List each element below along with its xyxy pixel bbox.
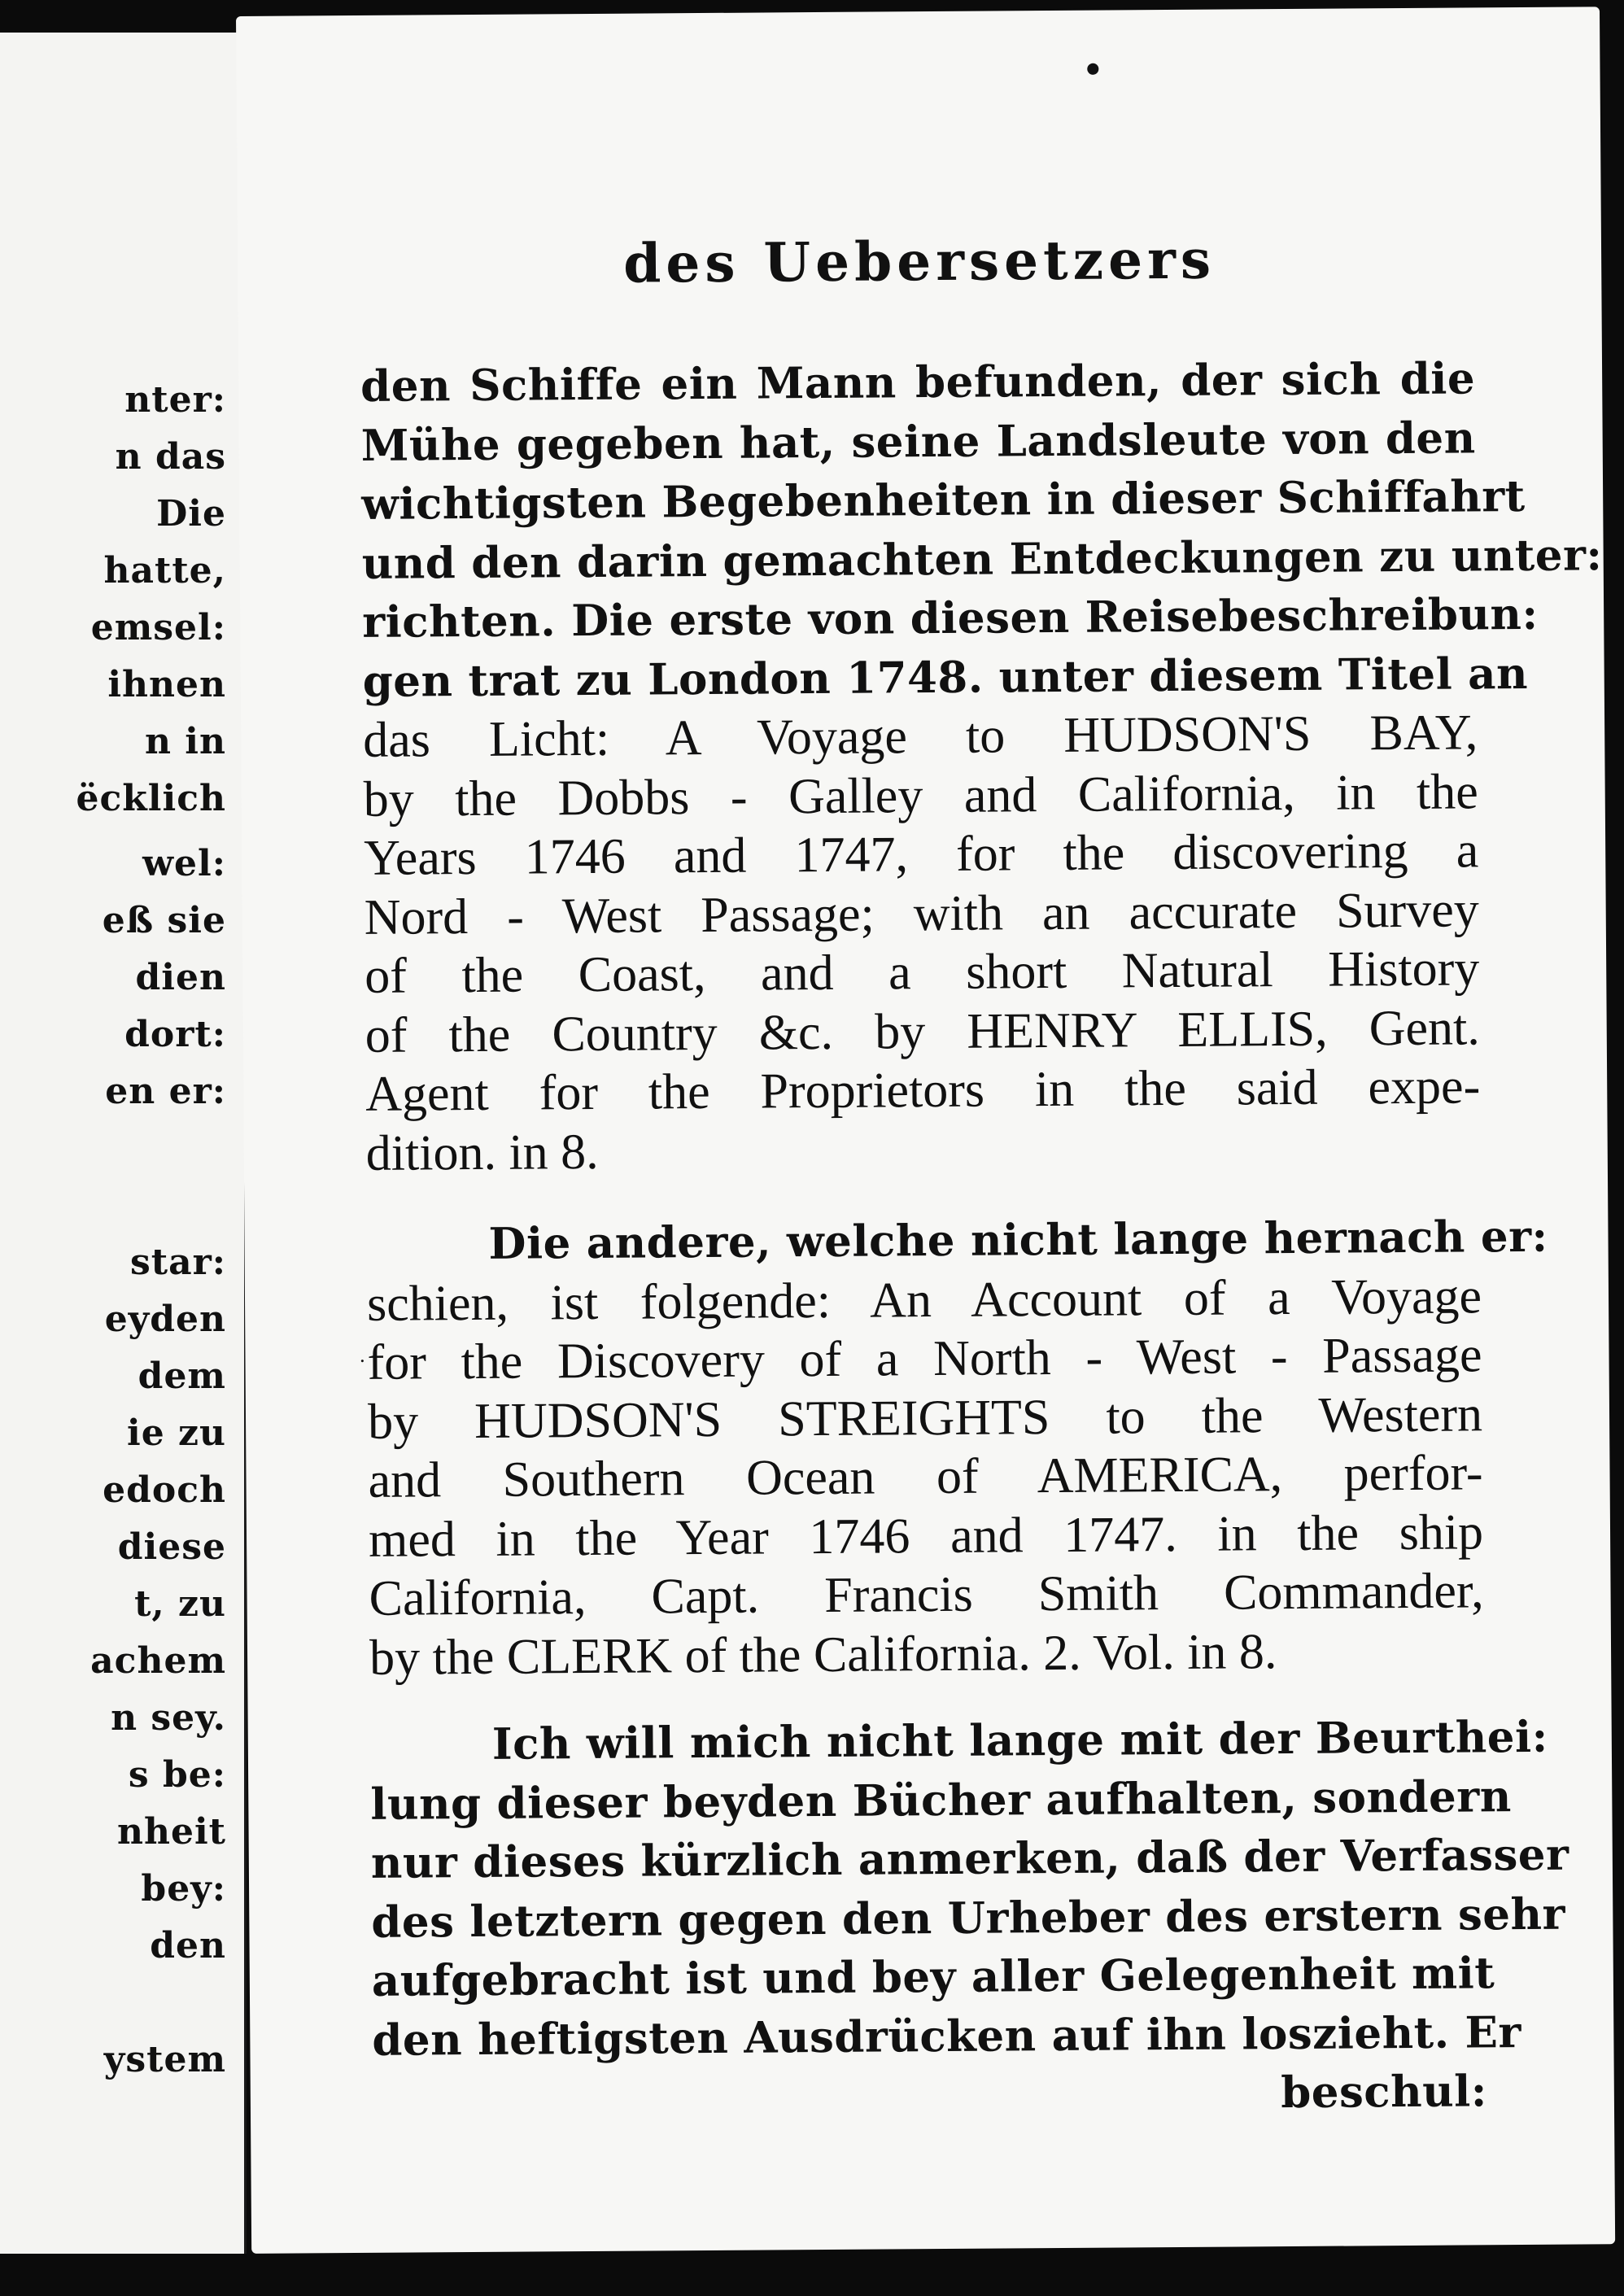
paragraph-3: [370, 1708, 1569, 2128]
left-page-text-fragment: dem: [138, 1355, 226, 1397]
left-page-text-fragment: eyden: [104, 1299, 226, 1340]
text-line: by the CLERK of the California. 2. Vol. in 8.: [369, 1623, 1277, 1686]
text-line: wichtigsten Begebenheiten in dieser Schiffahrt: [360, 470, 1526, 530]
text-line: med in the Year 1746 and 1747. in the ship: [368, 1504, 1484, 1568]
catchword: beschul:: [1280, 2066, 1488, 2119]
left-page-text-fragment: hatte,: [103, 550, 226, 591]
text-line: des letztern gegen den Urheber des erstern sehr: [371, 1888, 1566, 1948]
text-line: of the Country &c. by HENRY ELLIS, Gent.: [365, 999, 1480, 1063]
text-line: Years 1746 and 1747, for the discovering a: [363, 823, 1479, 886]
left-page-text-fragment: en er:: [105, 1071, 226, 1112]
left-page-text-fragment: ie zu: [126, 1412, 226, 1454]
left-page-text-fragment: n das: [115, 436, 226, 478]
left-page-text-fragment: ystem: [103, 2039, 226, 2080]
page-mark: •: [1082, 50, 1104, 89]
text-line: und den darin gemachten Entdeckungen zu unter:: [361, 529, 1603, 589]
book-page: [236, 7, 1615, 2254]
text-line: for the Discovery of a North - West - Passage: [367, 1327, 1482, 1390]
text-line: den heftigsten Ausdrücken auf ihn loszieht. Er: [372, 2006, 1522, 2066]
text-line: by the Dobbs - Galley and California, in the: [363, 763, 1478, 827]
left-page-text-fragment: eß sie: [102, 900, 226, 941]
paragraph-1: [360, 349, 1603, 1183]
left-page-text-fragment: dien: [135, 957, 226, 998]
left-page-text-fragment: achem: [90, 1640, 226, 1682]
left-page-text-fragment: bey:: [141, 1868, 226, 1910]
left-page-text-fragment: Die: [156, 493, 226, 535]
text-line: Agent for the Proprietors in the said expe-: [365, 1059, 1481, 1122]
text-line: schien, ist folgende: An Account of a Voyage: [366, 1268, 1482, 1332]
left-page-text-fragment: s be:: [128, 1754, 226, 1796]
left-page-text-fragment: ëcklich: [76, 778, 226, 819]
text-line: lung dieser beyden Bücher aufhalten, sondern: [370, 1770, 1512, 1830]
left-page-text-fragment: dort:: [124, 1014, 226, 1055]
left-page-text-fragment: n in: [144, 721, 226, 762]
text-line: Nord - West Passage; with an accurate Survey: [364, 881, 1479, 945]
text-line: gen trat zu London 1748. unter diesem Titel an: [362, 648, 1529, 707]
text-line: den Schiffe ein Mann befunden, der sich die: [360, 353, 1476, 412]
text-line: Ich will mich nicht lange mit der Beurthei:: [491, 1711, 1548, 1770]
text-line: Mühe gegeben hat, seine Landsleute von den: [360, 412, 1476, 471]
text-line: das Licht: A Voyage to HUDSON'S BAY,: [362, 705, 1478, 768]
text-line: aufgebracht ist und bey aller Gelegenheit mit: [371, 1948, 1495, 2006]
text-line: Die andere, welche nicht lange hernach er:: [488, 1211, 1548, 1269]
left-page-text-fragment: edoch: [103, 1469, 226, 1511]
text-line: by HUDSON'S STREIGHTS to the Western: [367, 1386, 1483, 1450]
text-line: of the Coast, and a short Natural History: [365, 941, 1480, 1004]
running-header: des Uebersetzers: [622, 227, 1216, 295]
left-page-text-fragment: emsel:: [90, 607, 226, 648]
left-page-text-fragment: wel:: [142, 843, 226, 884]
left-page-text-fragment: diese: [117, 1526, 226, 1568]
text-line: dition. in 8.: [365, 1124, 599, 1181]
paragraph-2: [366, 1207, 1548, 1687]
text-line: California, Capt. Francis Smith Commander,: [369, 1563, 1484, 1626]
left-page-text-fragment: den: [150, 1925, 226, 1966]
text-line: nur dieses kürzlich anmerken, daß der Verfasser: [370, 1829, 1569, 1888]
text-line: richten. Die erste von diesen Reisebeschreibun:: [361, 588, 1539, 648]
left-page-text-fragment: nheit: [116, 1811, 226, 1853]
left-page-edge: [0, 33, 247, 2254]
ink-speck: ·: [359, 1349, 366, 1373]
left-page-text-fragment: t, zu: [134, 1583, 226, 1625]
left-page-text-fragment: n sey.: [111, 1697, 226, 1739]
left-page-text-fragment: star:: [129, 1242, 226, 1283]
left-page-text-fragment: ihnen: [107, 664, 226, 705]
left-page-text-fragment: nter:: [124, 379, 226, 421]
text-line: and Southern Ocean of AMERICA, perfor-: [368, 1445, 1483, 1508]
